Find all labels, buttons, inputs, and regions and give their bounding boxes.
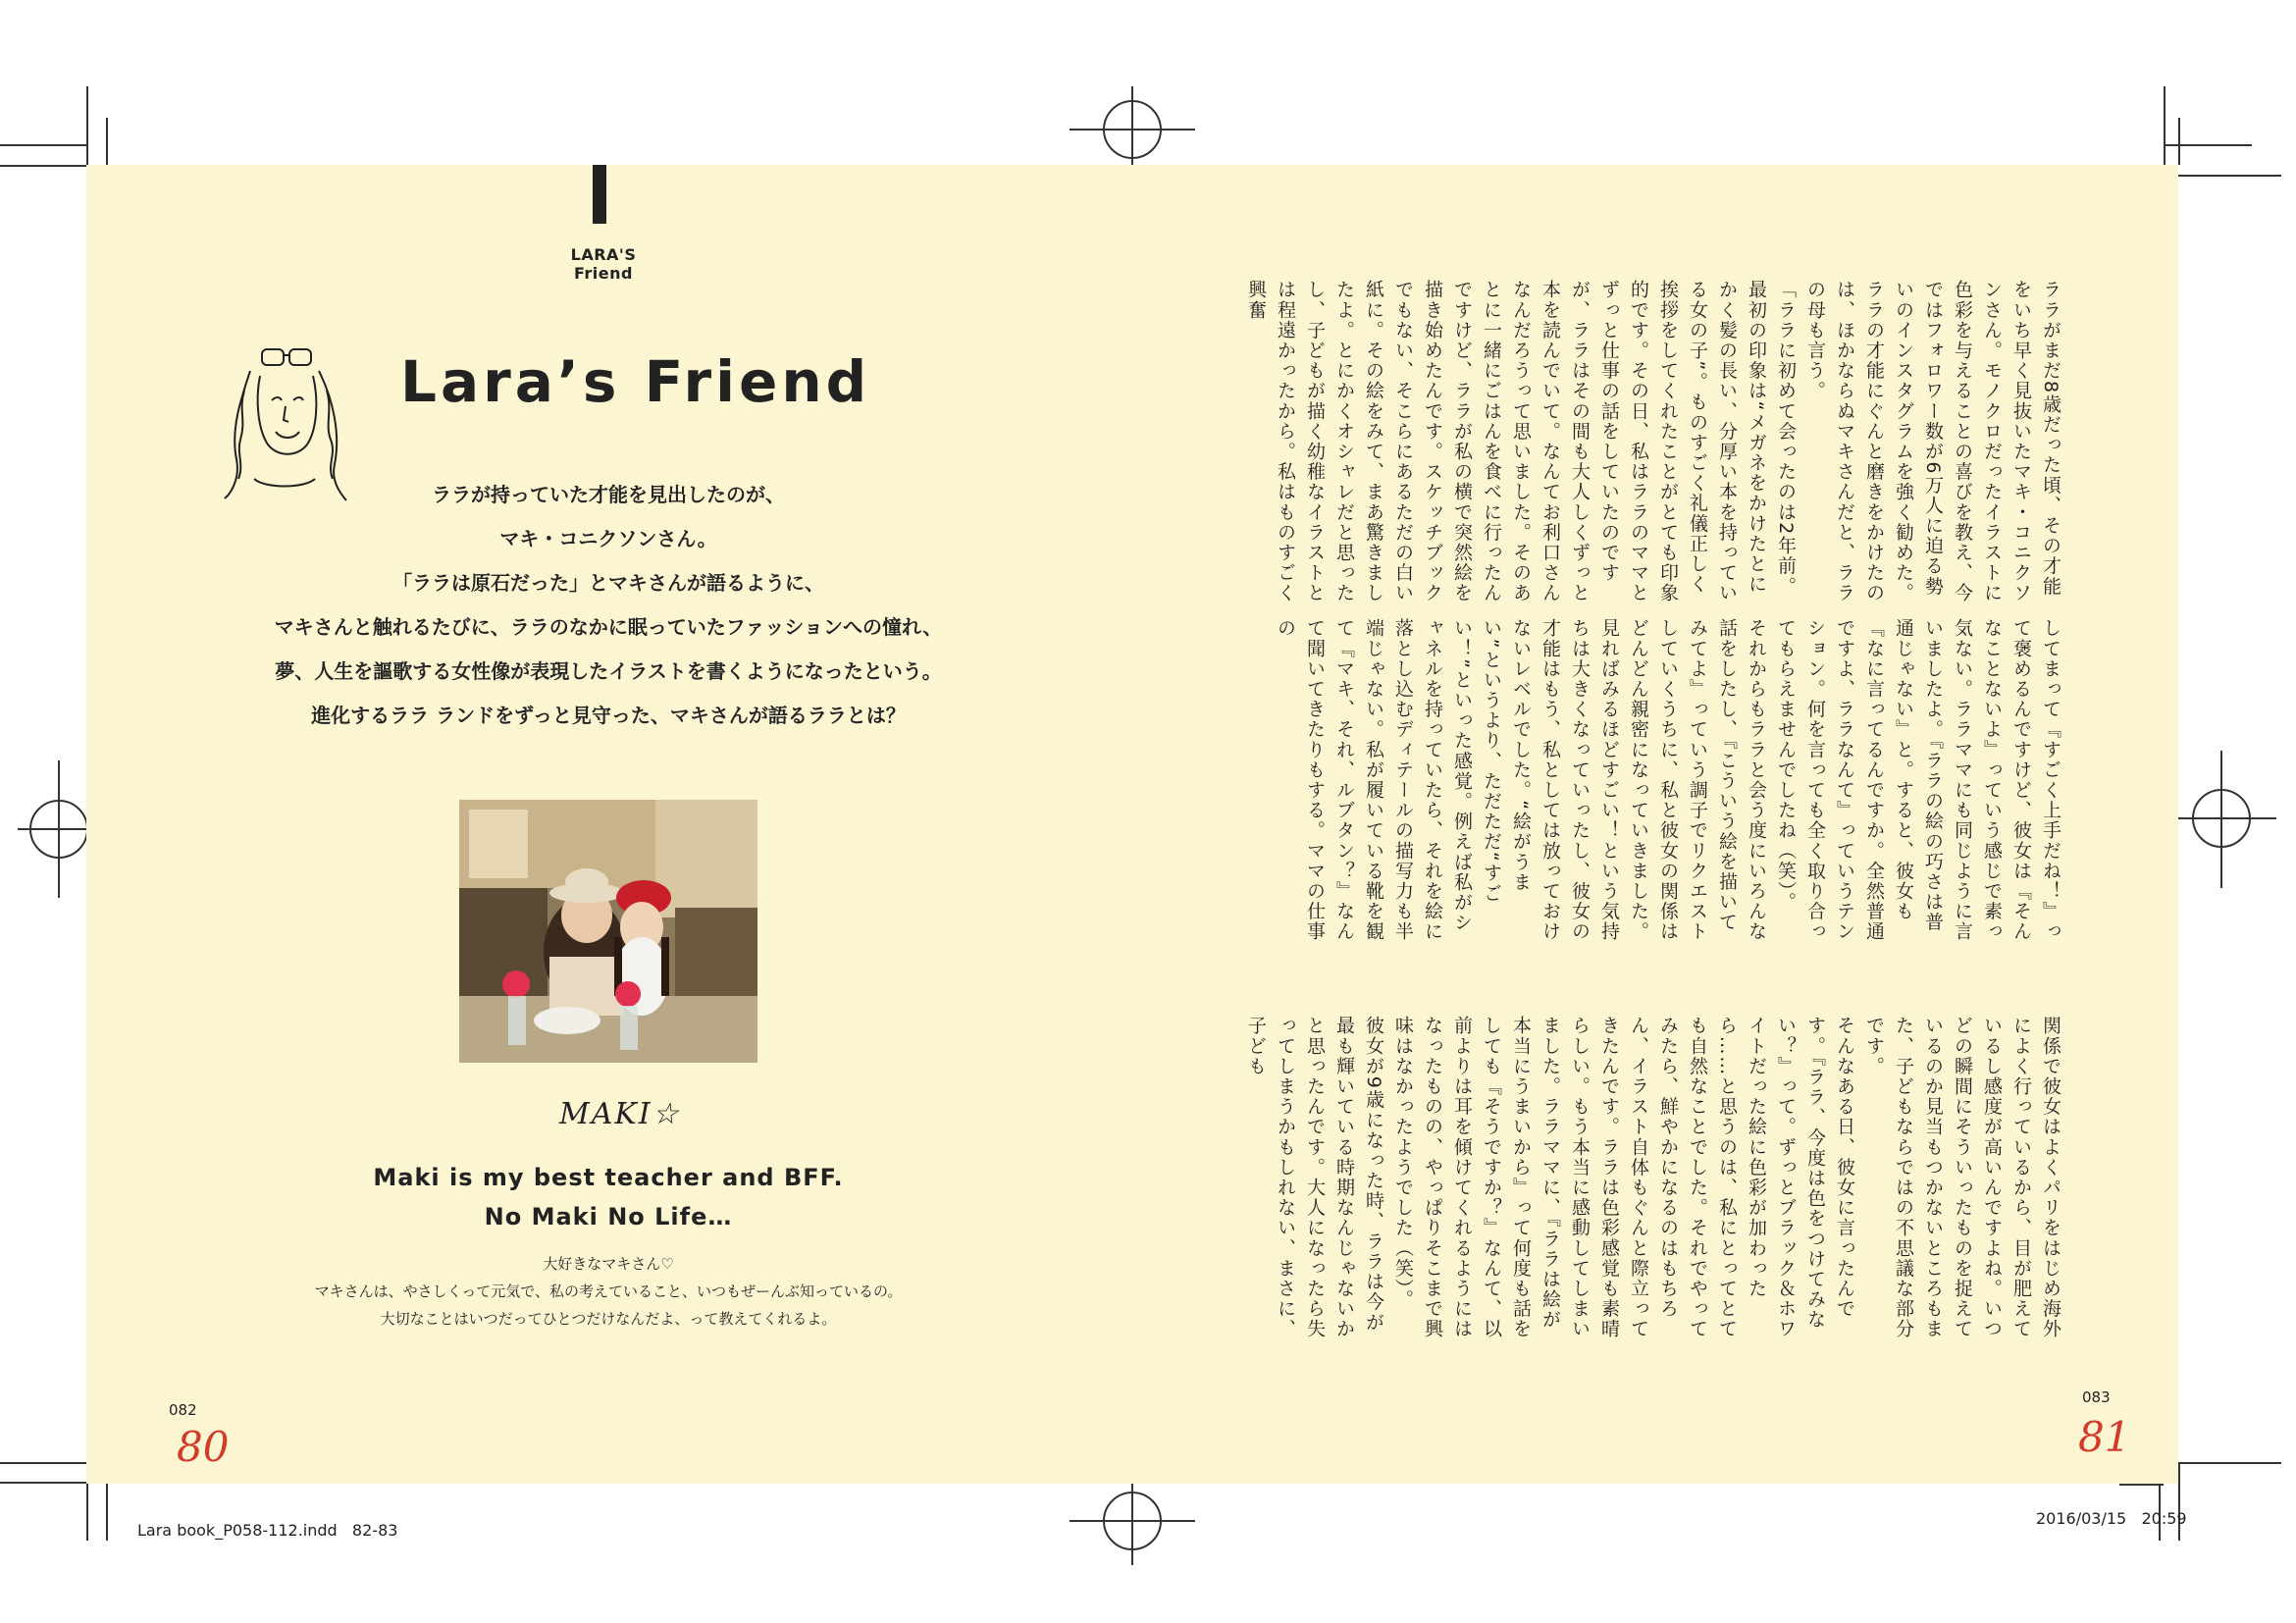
motto-line: No Maki No Life…	[484, 1203, 733, 1230]
handwritten-page-number-left: 80	[177, 1423, 230, 1471]
registration-mark	[58, 760, 60, 898]
crop-mark	[2164, 1462, 2281, 1464]
article-paragraph: 彼女が9歳になった時、ララは今が最も輝いている時期なんじゃないかと思ったんです。大人になったら失ってしまうかもしれない、まさに、子ども	[1245, 1016, 1384, 1339]
motto-line: Maki is my best teacher and BFF.	[373, 1164, 844, 1191]
crop-mark	[0, 1462, 86, 1464]
crop-mark	[106, 1482, 108, 1541]
article-paragraph: ララがまだ8歳だった頃、その才能をいち早く見抜いたマキ・コニクソンさん。モノクロだったイラストに色彩を与えることの喜びを教え、今ではフォロワー数が6万人に迫る勢いのインスタグラムを強く勧めた。ララの才能にぐんと磨きをかけたのは、ほかならぬマキさんだと、ララの母も言う。	[1804, 280, 2061, 603]
signature: MAKI☆	[559, 1097, 681, 1131]
page-title: Lara’s Friend	[400, 348, 871, 415]
lead-line: マキさんと触れるたびに、ララのなかに眠っていたファッションへの憧れ、	[274, 615, 943, 639]
article-paragraph: してまって『すごく上手だね！』って褒めるんですけど、彼女は『そんなことないよ』っていう感じで素っ気ない。ララママにも同じように言いましたよ。『ララの絵の巧さは普通じゃない』と。すると、彼女も『なに言ってるんですか。全然普通ですよ、ララなんて』っていうテンション。何を言っても全く取り合ってもらえませんでしたね（笑）。	[1775, 618, 2061, 942]
photo-maki-and-lara	[459, 800, 757, 1063]
registration-mark	[2220, 751, 2222, 888]
print-timestamp: 2016/03/15 20:59	[2036, 1509, 2187, 1528]
quote-line: 大切なことはいつだってひとつだけなんだよ、って教えてくれるよ。	[380, 1310, 837, 1328]
crop-mark	[2164, 86, 2166, 165]
crop-mark	[2178, 1462, 2180, 1541]
registration-mark	[1131, 1477, 1133, 1565]
lead-line: 進化するララ ランドをずっと見守った、マキさんが語るララとは？	[311, 704, 906, 727]
crop-mark	[86, 86, 88, 167]
lara-quote	[245, 1250, 971, 1333]
registration-mark	[1131, 86, 1133, 175]
crop-mark	[2119, 1484, 2164, 1486]
registration-mark	[2178, 817, 2276, 819]
quote-line: マキさんは、やさしくって元気で、私の考えていること、いつもぜーんぶ知っているの。	[314, 1283, 903, 1300]
section-bar	[593, 165, 606, 224]
lead-line: 夢、人生を謳歌する女性像が表現したイラストを書くようになったという。	[275, 659, 942, 683]
page-number-left: 082	[169, 1401, 197, 1419]
page-number-right: 083	[2082, 1388, 2111, 1406]
article-column-2	[1275, 618, 2065, 942]
lead-paragraph	[245, 473, 971, 738]
crop-mark	[2178, 118, 2180, 165]
motto	[334, 1158, 883, 1236]
crop-mark	[2164, 175, 2281, 177]
article-paragraph: それからもララと会う度にいろんな話をしたし、『こういう絵を描いてみてよ』っていう調子でリクエストしていくうちに、私と彼女の関係はどんどん親密になっていきました。見ればみるほどすごい！という気持ちは大きくなっていったし、彼女の才能はもう、私としては放っておけないレベルでした。“絵がうまい”というより、ただただ“すごい！”といった感覚。例えば私がシャネルを持っていたら、それを絵に落とし込むディテールの描写力も半端じゃない。私が履いている靴を観て『マキ、それ、ルブタン？』なんて聞いてきたりもする。ママの仕事の	[1275, 618, 1767, 942]
quote-line: 大好きなマキさん♡	[543, 1255, 674, 1273]
lead-line: ララが持っていた才能を見出したのが、	[432, 483, 785, 506]
article-column-1	[1245, 280, 2065, 603]
article-paragraph: 関係で彼女はよくパリをはじめ海外によく行っているから、目が肥えているし感度が高いんですよね。いつどの瞬間にそういったものを捉えているのか見当もつかないところもまた、子どもならではの不思議な部分です。	[1863, 1016, 2061, 1339]
handwritten-page-number-right: 81	[2078, 1413, 2131, 1461]
article-paragraph: そんなある日、彼女に言ったんです。『ララ、今度は色をつけてみない？』って。ずっとブラック＆ホワイトだった絵に色彩が加わったら……と思うのは、私にとってとても自然なことでした。それでやってみたら、鮮やかになるのはもちろん、イラスト自体もぐんと際立ってきたんです。ララは色彩感覚も素晴らしい。もう本当に感動してしまいました。ララママに、『ララは絵が本当にうまいから』って何度も話をしても『そうですか？』なんて、以前よりは耳を傾けてくれるようにはなったものの、やっぱりそこまで興味はなかったようでした（笑）。	[1392, 1016, 1855, 1339]
file-label: Lara book_P058-112.indd 82-83	[137, 1521, 398, 1540]
lead-line: 「ララは原石だった」とマキさんが語るように、	[392, 571, 824, 595]
crop-mark	[2164, 144, 2252, 146]
lead-line: マキ・コニクソンさん。	[499, 527, 717, 550]
article-column-3	[1245, 1016, 2065, 1339]
article-paragraph: 「ララに初めて会ったのは2年前。最初の印象は“メガネをかけたとにかく髪の長い、分厚い本を持っている女の子”。ものすごく礼儀正しく挨拶をしてくれたことがとても印象的です。その日、私はララのママとずっと仕事の話をしていたのですが、ララはその間も大人しくずっと本を読んでいて。なんてお利口さんなんだろうって思いました。そのあとに一緒にごはんを食べに行ったんですけど、ララが私の横で突然絵を描き始めたんです。スケッチブックでもない、そこらにあるただの白い紙に。その絵をみて、まあ驚きましたよ。とにかくオシャレだと思ったし、子どもが描く幼稚なイラストとは程遠かったから。私はものすごく興奮	[1245, 280, 1797, 603]
crop-mark	[106, 118, 108, 167]
section-tag: LARA'S Friend	[570, 245, 637, 283]
crop-mark	[0, 144, 86, 146]
